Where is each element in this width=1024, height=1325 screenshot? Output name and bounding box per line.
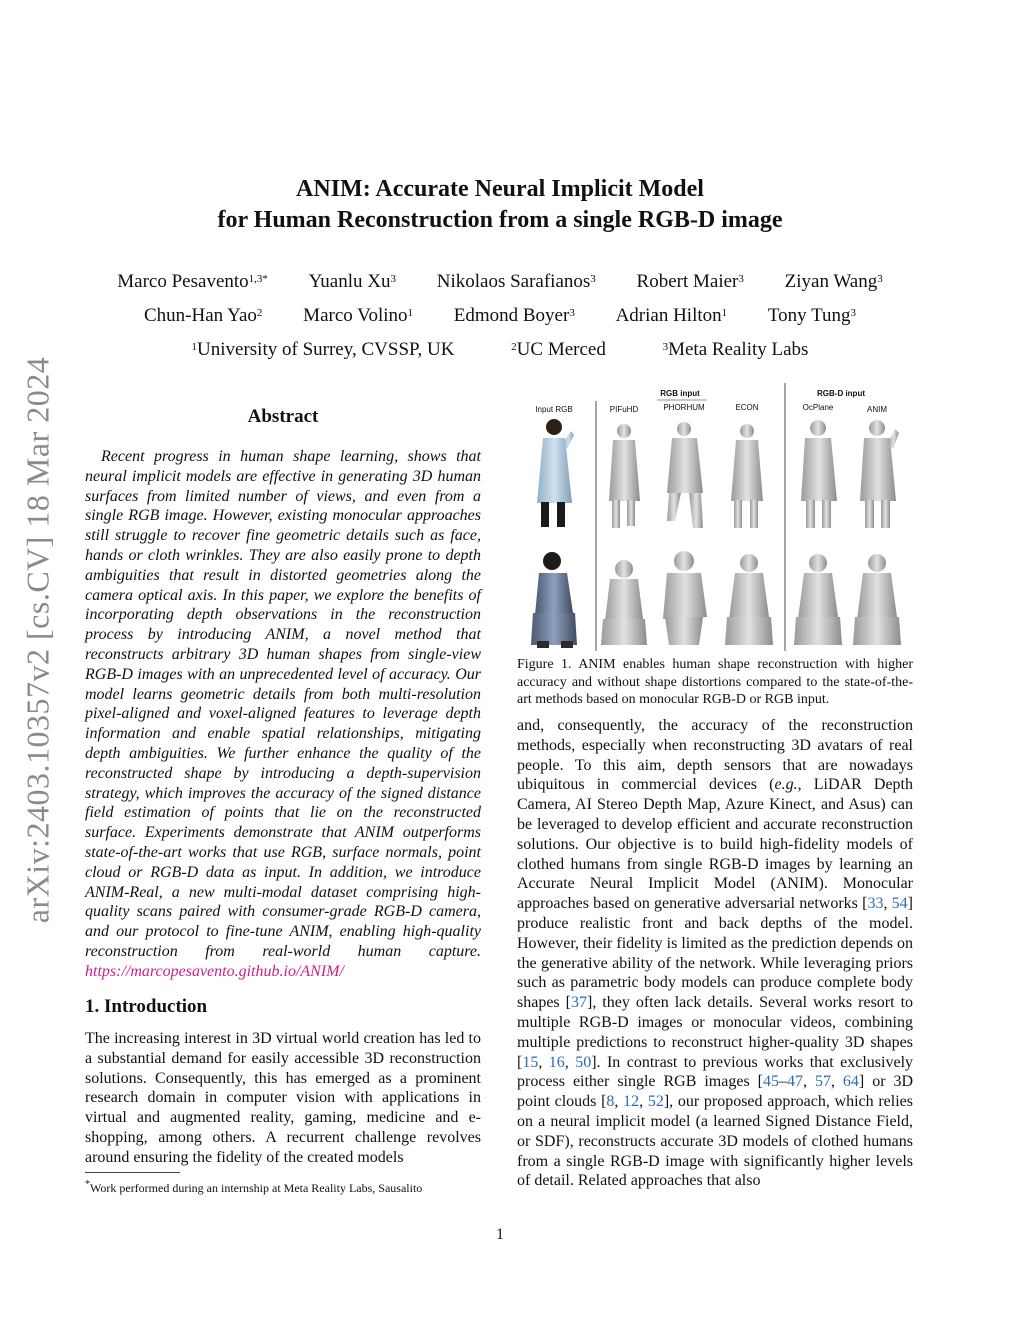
citation[interactable]: 15 <box>522 1053 539 1071</box>
citation[interactable]: 54 <box>891 895 908 913</box>
footnote-text: Work performed during an internship at Meta Reality Labs, Sausalito <box>90 1181 423 1195</box>
group-label-rgbd: RGB-D input <box>817 389 865 398</box>
paper-title <box>0 174 1000 236</box>
reconstruction-mesh <box>667 422 703 528</box>
affiliations <box>0 338 1000 362</box>
column-label: ANIM <box>867 405 887 414</box>
reconstruction-mesh <box>860 420 899 528</box>
abstract-heading: Abstract <box>247 406 319 427</box>
reconstruction-mesh <box>663 551 707 645</box>
citation[interactable]: 12 <box>623 1093 640 1111</box>
reconstruction-mesh <box>609 424 640 528</box>
abstract-text: Recent progress in human shape learning, shows that neural implicit models are effective in generating 3D human surfaces from limited number of views, and even from a single RGB image. However, existing monocular approaches still struggle to recover fine geometric details such as face, hands or cloth wrinkles. They are also easily prone to depth ambiguities that result in distorted geometries along the camera optical axis. In this paper, we explore the benefits of incorporating depth observations in the reconstruction process by introducing ANIM, a novel method that reconstructs arbitrary 3D human shapes from single-view RGB-D images with an unprecedented level of accuracy. Our model learns geometric details from both multi-resolution pixel-aligned and voxel-aligned features to leverage depth information and enable spatial relationships, mitigating depth ambiguities. We further enhance the quality of the reconstructed shape by introducing a depth-supervision strategy, which improves the accuracy of the signed distance field estimation of points that lie on the reconstructed surface. Experiments demonstrate that ANIM outperforms state-of-the-art works that use RGB, surface normals, point cloud or RGB-D data as input. In addition, we introduce ANIM-Real, a new multi-modal dataset comprising high-quality scans paired with consumer-grade RGB-D camera, and our protocol to fine-tune ANIM, enabling high-quality reconstruction from real-world human capture. <box>85 448 481 960</box>
column-label: PHORHUM <box>663 403 705 412</box>
author: Robert Maier$^3$ <box>636 271 744 292</box>
citation[interactable]: 50 <box>575 1053 592 1071</box>
author: Ziyan Wang$^3$ <box>784 271 883 292</box>
column-label: ECON <box>735 403 759 412</box>
author: Edmond Boyer$^3$ <box>453 305 575 326</box>
right-column-body: and, consequently, the accuracy of the reconstruction methods, especially when reconstructing 3D avatars of real people. To this aim, depth sensors that are nowadays ubiquitous in commercial devices (e.g., LiDAR Depth Camera, AI Stereo Depth Map, Azure Kinect, and Asus) can be leveraged to develop efficient and accurate reconstruction solutions. Our objective is to build high-fidelity models of clothed humans from single RGB-D images by learning an Accurate Neural Implicit Model (ANIM). Monocular approaches based on generative adversarial networks [33, 54] produce realistic front and back depths of the model. However, their fidelity is limited as the prediction depends on the generative ability of the network. While leveraging priors such as parametric body models can produce complete body shapes [37], they often lack details. Several works resort to multiple RGB-D images or monocular videos, combining multiple predictions to reconstruct higher-quality 3D shapes [15, 16, 50]. In contrast to previous works that exclusively process either single RGB images [45–47, 57, 64] or 3D point clouds [8, 12, 52], our proposed approach, which relies on a neural implicit model (a learned Signed Distance Field, or SDF), reconstructs accurate 3D models of clothed humans from a single RGB-D image with significantly higher levels of detail. Related approaches that also <box>517 717 914 1190</box>
author: Chun-Han Yao$^2$ <box>143 305 263 326</box>
input-rgb-person <box>531 552 577 648</box>
author: Nikolaos Sarafianos$^3$ <box>436 271 596 292</box>
citation[interactable]: 45 <box>762 1073 779 1091</box>
intro-heading: 1. Introduction <box>85 996 208 1017</box>
figure-row-standing <box>537 419 899 528</box>
column-label: Input RGB <box>535 405 573 414</box>
author: Yuanlu Xu$^3$ <box>308 271 396 292</box>
title-line-1: ANIM: Accurate Neural Implicit Model <box>296 176 704 202</box>
input-rgb-person <box>537 419 574 527</box>
page-number: 1 <box>496 1226 504 1243</box>
title-line-2: for Human Reconstruction from a single RGB-D image <box>217 207 783 233</box>
affiliation: $^2$UC Merced <box>511 339 606 360</box>
abstract-body <box>85 447 481 982</box>
arxiv-stamp-text: arXiv:2403.10357v2 [cs.CV] 18 Mar 2024 <box>19 356 56 924</box>
footnote: *Work performed during an internship at Meta Reality Labs, Sausalito <box>85 1179 423 1195</box>
project-link[interactable]: https://marcopesavento.github.io/ANIM/ <box>85 962 344 980</box>
column-label: PIFuHD <box>609 405 639 414</box>
author-row-1 <box>0 270 1000 294</box>
figure-row-crouching <box>531 551 901 648</box>
column-label: OcPlane <box>802 403 834 412</box>
affiliation: $^1$University of Surrey, CVSSP, UK <box>191 339 455 360</box>
citation[interactable]: 47 <box>786 1073 803 1091</box>
author-row-2 <box>0 304 1000 328</box>
reconstruction-mesh <box>853 554 901 645</box>
author: Marco Pesavento$^{1,3*}$ <box>117 271 268 292</box>
reconstruction-mesh <box>794 554 842 645</box>
figure-1 <box>517 383 913 651</box>
affiliation: $^3$Meta Reality Labs <box>662 339 809 360</box>
reconstruction-mesh <box>731 424 763 528</box>
citation[interactable]: 33 <box>867 895 884 913</box>
author: Tony Tung$^3$ <box>767 305 857 326</box>
author: Adrian Hilton$^1$ <box>615 305 728 326</box>
group-label-rgb: RGB input <box>660 389 700 398</box>
citation[interactable]: 37 <box>570 994 587 1012</box>
citation[interactable]: 64 <box>842 1073 859 1091</box>
reconstruction-mesh <box>601 560 647 645</box>
citation[interactable]: 57 <box>814 1073 831 1091</box>
figure-1-caption: Figure 1. ANIM enables human shape reconstruction with higher accuracy and without shape distortions compared to the state-of-the-art methods based on monocular RGB-D or RGB input. <box>517 657 913 707</box>
reconstruction-mesh <box>725 554 773 645</box>
reconstruction-mesh <box>801 420 837 528</box>
citation[interactable]: 8 <box>606 1093 615 1111</box>
author: Marco Volino$^1$ <box>303 305 413 326</box>
citation[interactable]: 16 <box>548 1053 565 1071</box>
footnote-rule <box>85 1172 180 1173</box>
citation[interactable]: 52 <box>647 1093 664 1111</box>
intro-body: The increasing interest in 3D virtual world creation has led to a substantial demand for easily accessible 3D reconstruction solutions. Consequently, this has emerged as a prominent research domain in computer vision with applications in virtual and augmented reality, gaming, medicine and e-shopping, among others. A recurrent challenge revolves around ensuring the fidelity of the created models <box>85 1030 481 1166</box>
arxiv-stamp <box>18 345 58 935</box>
